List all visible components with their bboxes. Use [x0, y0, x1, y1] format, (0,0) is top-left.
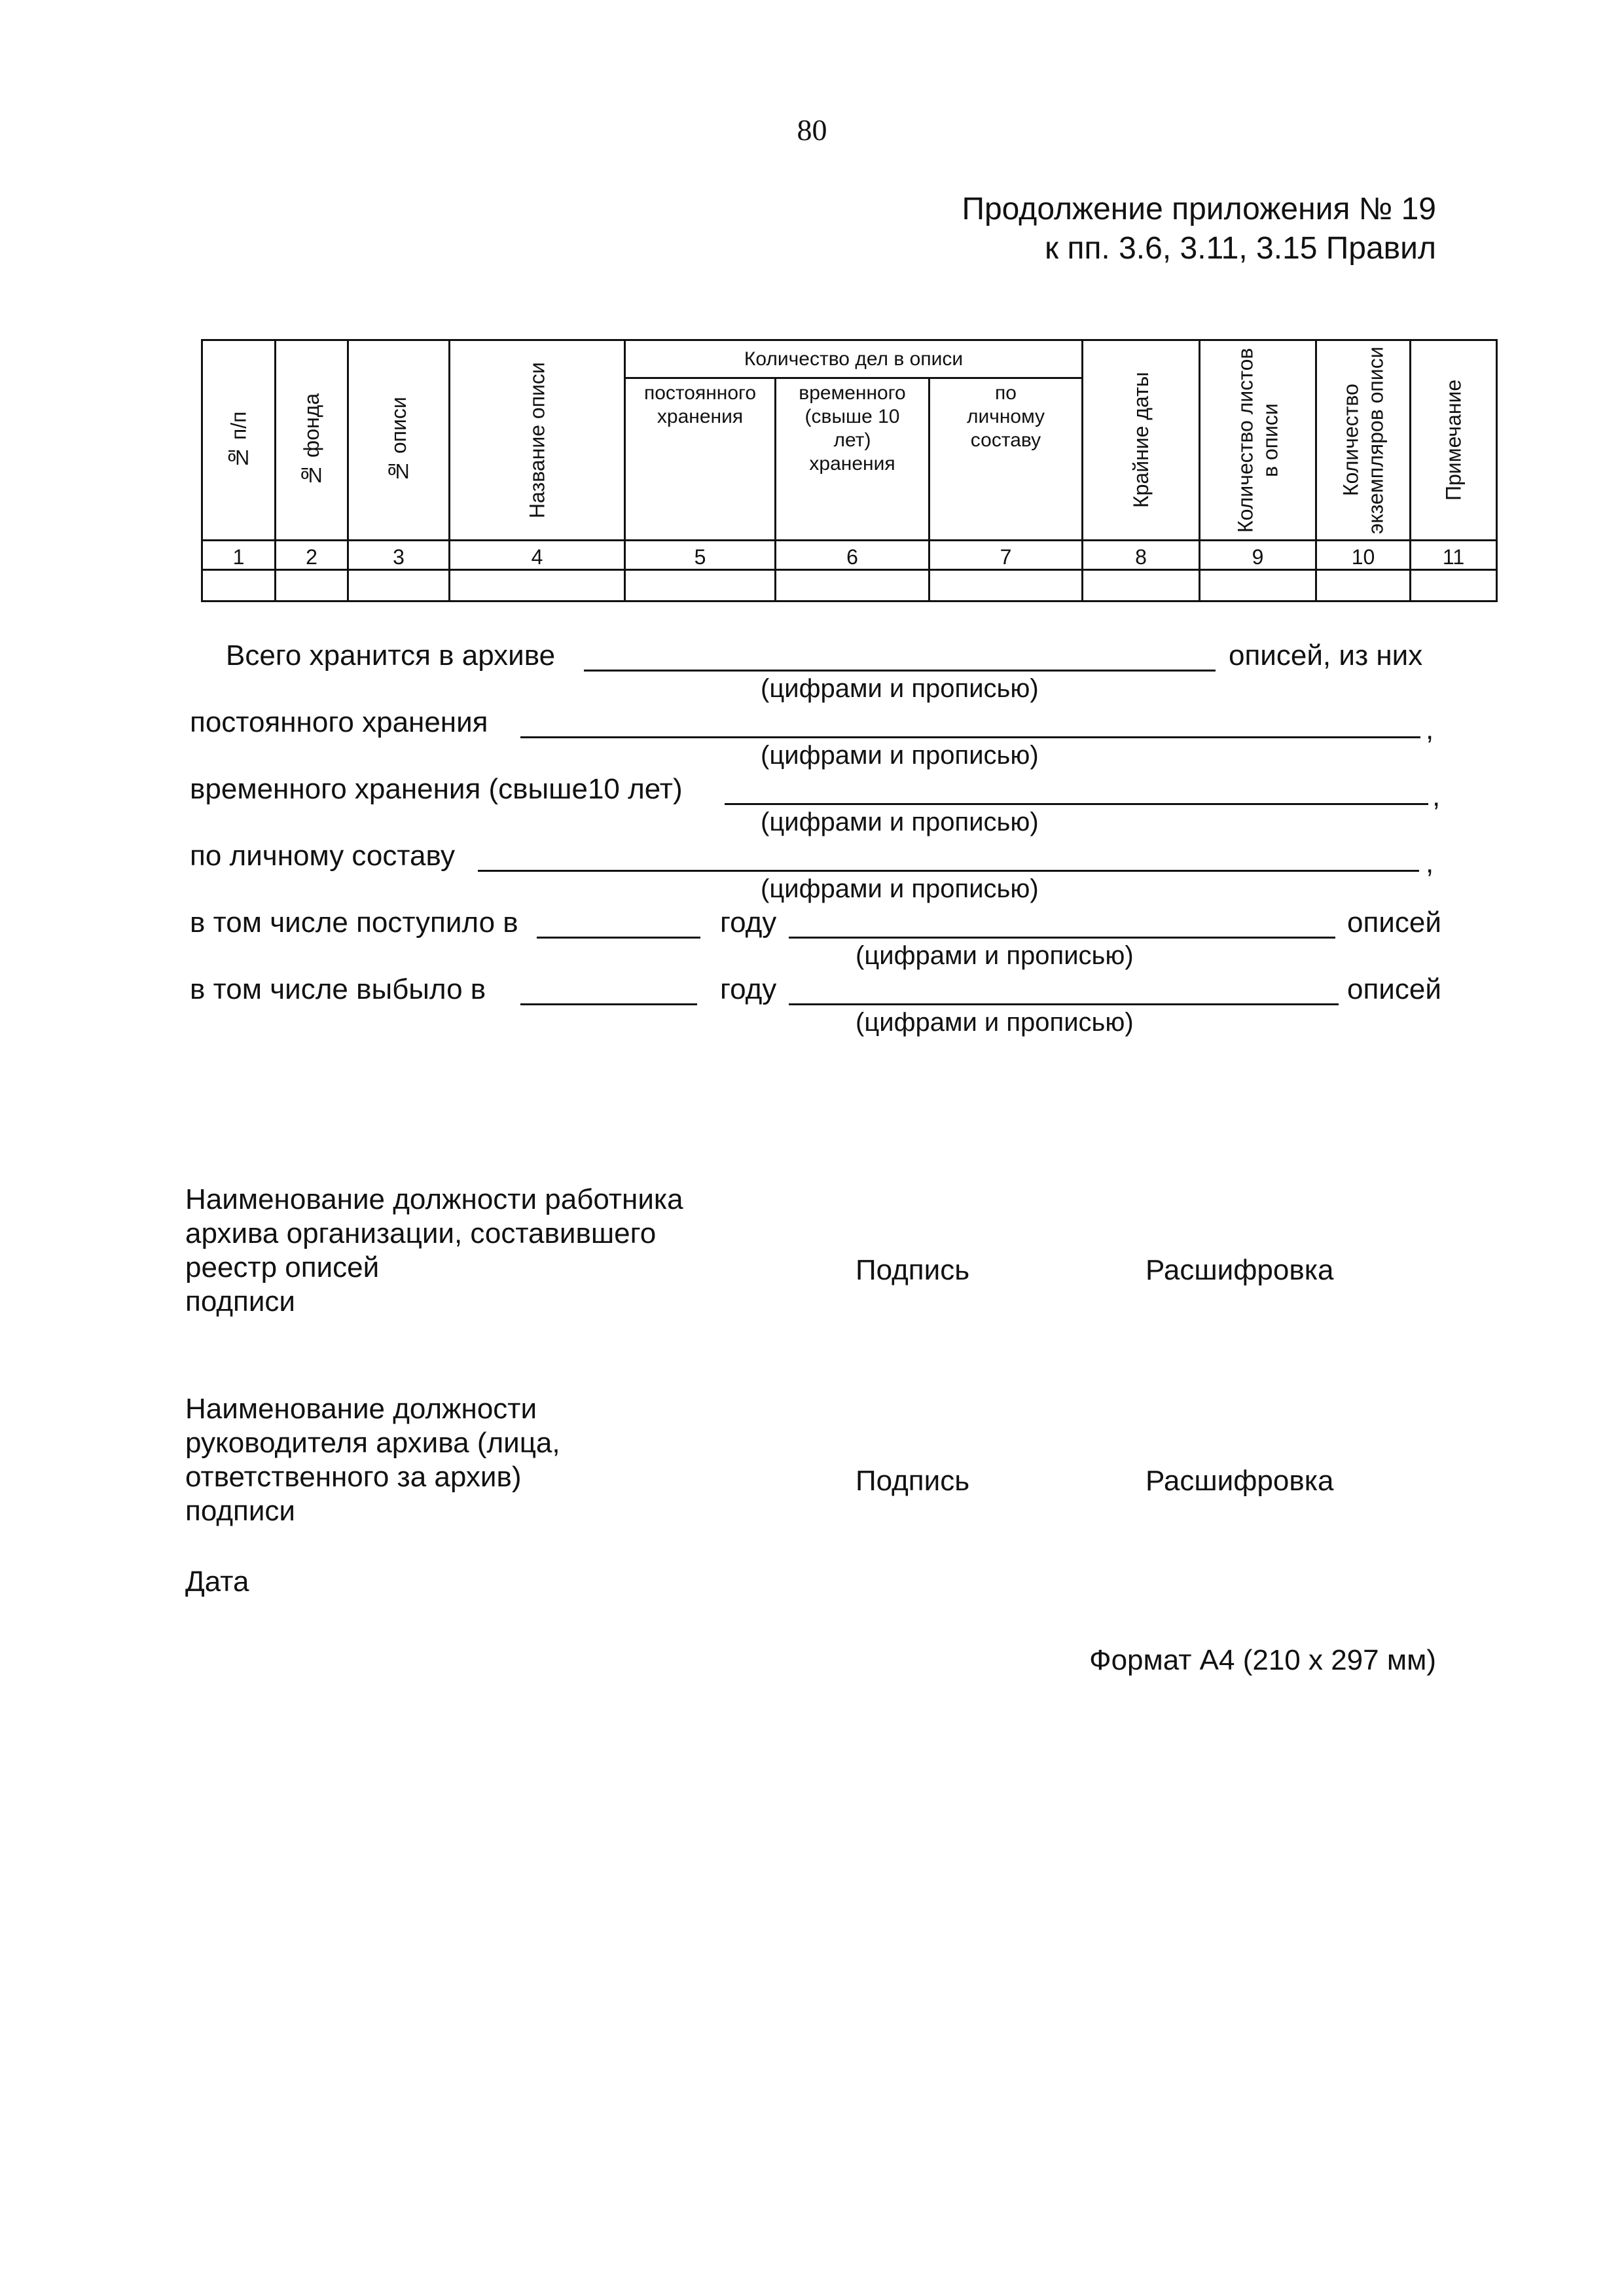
- total-suffix: описей, из них: [1229, 639, 1423, 672]
- personnel-fill-line[interactable]: [478, 870, 1419, 872]
- col-header-temporary-storage: временного (свыше 10 лет) хранения: [799, 382, 906, 475]
- comma: ,: [1432, 780, 1441, 812]
- col-header-notes: Примечание: [1441, 379, 1466, 501]
- compiler-position-line: подписи: [185, 1285, 295, 1318]
- col-number: 5: [694, 545, 706, 569]
- temporary-label: временного хранения (свыше10 лет): [190, 773, 683, 805]
- inventories-label: описей: [1347, 906, 1441, 939]
- signature-label: Подпись: [856, 1254, 970, 1286]
- col-header-fond-number: № фонда: [300, 393, 323, 488]
- col-number: 10: [1351, 545, 1375, 569]
- removed-count-line[interactable]: [789, 1003, 1339, 1005]
- col-number: 4: [531, 545, 543, 569]
- signature-label: Подпись: [856, 1465, 970, 1497]
- compiler-position-line: архива организации, составившего: [185, 1217, 657, 1249]
- fill-hint: (цифрами и прописью): [761, 874, 1039, 903]
- col-number: 8: [1135, 545, 1147, 569]
- head-position-line: Наименование должности: [185, 1393, 537, 1425]
- inventories-label: описей: [1347, 973, 1441, 1005]
- permanent-label: постоянного хранения: [190, 706, 488, 738]
- col-header-inventory-name: Название описи: [525, 362, 549, 518]
- fill-hint: (цифрами и прописью): [856, 1008, 1134, 1037]
- col-number: 6: [846, 545, 858, 569]
- temporary-fill-line[interactable]: [725, 803, 1428, 805]
- col-header-copies-count: Количество экземпляров описи: [1339, 346, 1388, 534]
- page-number: 80: [797, 113, 827, 147]
- received-label: в том числе поступило в: [190, 906, 518, 939]
- comma: ,: [1426, 713, 1434, 745]
- col-header-sheet-count: Количество листов в описи: [1233, 348, 1282, 533]
- col-number: 3: [393, 545, 405, 569]
- fill-hint: (цифрами и прописью): [856, 941, 1134, 970]
- decoding-label: Расшифровка: [1146, 1465, 1334, 1497]
- received-year-line[interactable]: [537, 937, 700, 939]
- total-label: Всего хранится в архиве: [226, 639, 556, 672]
- date-label: Дата: [185, 1566, 249, 1598]
- fill-hint: (цифрами и прописью): [761, 808, 1039, 836]
- personnel-label: по личному составу: [190, 840, 455, 872]
- year-label: году: [720, 973, 777, 1005]
- decoding-label: Расшифровка: [1146, 1254, 1334, 1286]
- group-header-case-count: Количество дел в описи: [744, 348, 964, 370]
- compiler-position-line: реестр описей: [185, 1251, 380, 1283]
- permanent-fill-line[interactable]: [520, 736, 1420, 738]
- col-header-permanent-storage: постоянного хранения: [643, 382, 757, 427]
- year-label: году: [720, 906, 777, 939]
- col-number: 9: [1252, 545, 1264, 569]
- format-note: Формат А4 (210 х 297 мм): [1089, 1644, 1436, 1676]
- compiler-position-line: Наименование должности работника: [185, 1183, 683, 1215]
- col-header-date-range: Крайние даты: [1129, 372, 1153, 509]
- col-header-item-number: № п/п: [226, 411, 251, 469]
- col-header-personnel: по личному составу: [966, 382, 1045, 451]
- col-header-inventory-number: № описи: [387, 397, 410, 484]
- col-number: 11: [1442, 545, 1465, 569]
- appendix-title: Продолжение приложения № 19: [962, 192, 1436, 226]
- head-position-line: руководителя архива (лица,: [185, 1427, 560, 1459]
- register-table: [201, 339, 1498, 602]
- head-position-line: подписи: [185, 1495, 295, 1527]
- removed-label: в том числе выбыло в: [190, 973, 486, 1005]
- comma: ,: [1426, 847, 1434, 879]
- fill-hint: (цифрами и прописью): [761, 674, 1039, 703]
- fill-hint: (цифрами и прописью): [761, 741, 1039, 770]
- received-count-line[interactable]: [789, 937, 1335, 939]
- appendix-reference: к пп. 3.6, 3.11, 3.15 Правил: [1045, 231, 1436, 266]
- removed-year-line[interactable]: [520, 1003, 697, 1005]
- col-number: 1: [232, 545, 245, 569]
- col-number: 7: [1000, 545, 1012, 569]
- total-fill-line[interactable]: [584, 670, 1216, 672]
- head-position-line: ответственного за архив): [185, 1461, 522, 1493]
- col-number: 2: [306, 545, 317, 569]
